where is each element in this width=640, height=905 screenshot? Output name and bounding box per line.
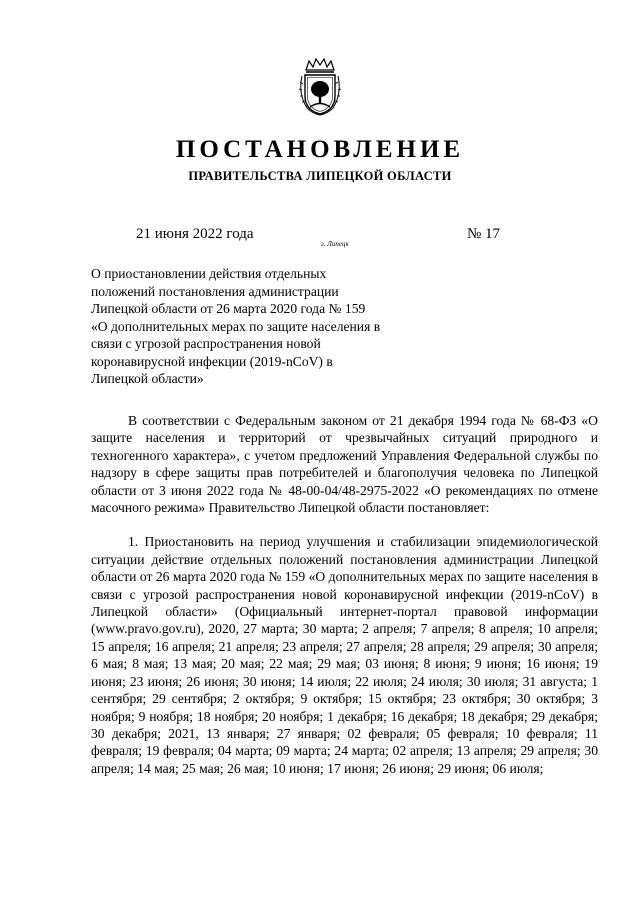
document-title: ПОСТАНОВЛЕНИЕ [175, 136, 465, 163]
item-1-paragraph: 1. Приостановить на период улучшения и стабилизации эпидемиологической ситуации действие отдельных положений постановления администрации Липецкой области от 26 марта 2020 года № 159 «О дополнительных мерах по защите населения в связи с угрозой распространения новой коронавирусной инфекции (2019-nCoV) в Липецкой области» (Официальный интернет-портал правовой информации (www.pravo.gov.ru), 2020, 27 марта; 30 марта; 2 апреля; 7 апреля; 8 апреля; 10 апреля; 15 апреля; 16 апреля; 21 апреля; 23 апреля; 27 апреля; 28 апреля; 29 апреля; 30 апреля; 6 мая; 8 мая; 13 мая; 20 мая; 22 мая; 29 мая; 03 июня; 8 июня; 9 июня; 16 июня; 19 июня; 23 июня; 26 июня; 30 июня; 14 июля; 22 июля; 24 июля; 30 июля; 31 августа; 1 сентября; 29 сентября; 2 октября; 9 октября; 15 октября; 23 октября; 30 октября; 3 ноября; 9 ноября; 18 ноября; 20 ноября; 1 декабря; 16 декабря; 18 декабря; 29 декабря; 30 декабря; 2021, 13 января; 27 января; 02 февраля; 05 февраля; 10 февраля; 11 февраля; 19 февраля; 04 марта; 09 марта; 24 марта; 02 апреля; 13 апреля; 29 апреля; 30 апреля; 14 мая; 25 мая; 26 мая; 10 июня; 17 июня; 26 июня; 29 июня; 06 июля; [91, 534, 598, 776]
document-number: № 17 [467, 226, 501, 242]
caption-line: Липецкой области от 26 марта 2020 года № 159 [91, 301, 366, 316]
coat-of-arms-emblem [297, 58, 343, 121]
document-issuer: ПРАВИТЕЛЬСТВА ЛИПЕЦКОЙ ОБЛАСТИ [188, 169, 452, 183]
caption-line: положений постановления администрации [91, 283, 339, 299]
document-body [91, 412, 598, 777]
preamble-paragraph: В соответствии с Федеральным законом от 21 декабря 1994 года № 68-ФЗ «О защите населения и территорий от чрезвычайных ситуаций природного и техногенного характера», с учетом предложений Управления Федеральной службы по надзору в сфере защиты прав потребителей и благополучия человека по Липецкой области от 3 июня 2022 года № 48-00-04/48-2975-2022 «О рекомендациях по отмене масочного режима» Правительство Липецкой области постановляет: [91, 413, 598, 516]
caption-line: О приостановлении действия отдельных [91, 266, 327, 281]
caption-line: коронавирусной инфекции (2019-nCoV) в [91, 353, 333, 369]
document-date: 21 июня 2022 года [136, 226, 254, 242]
caption-line: связи с угрозой распространения новой [91, 336, 321, 351]
caption-line: «О дополнительных мерах по защите населения в [91, 318, 381, 334]
document-caption [91, 265, 411, 388]
document-place: г. Липецк [321, 240, 349, 248]
caption-line: Липецкой области» [91, 371, 204, 386]
